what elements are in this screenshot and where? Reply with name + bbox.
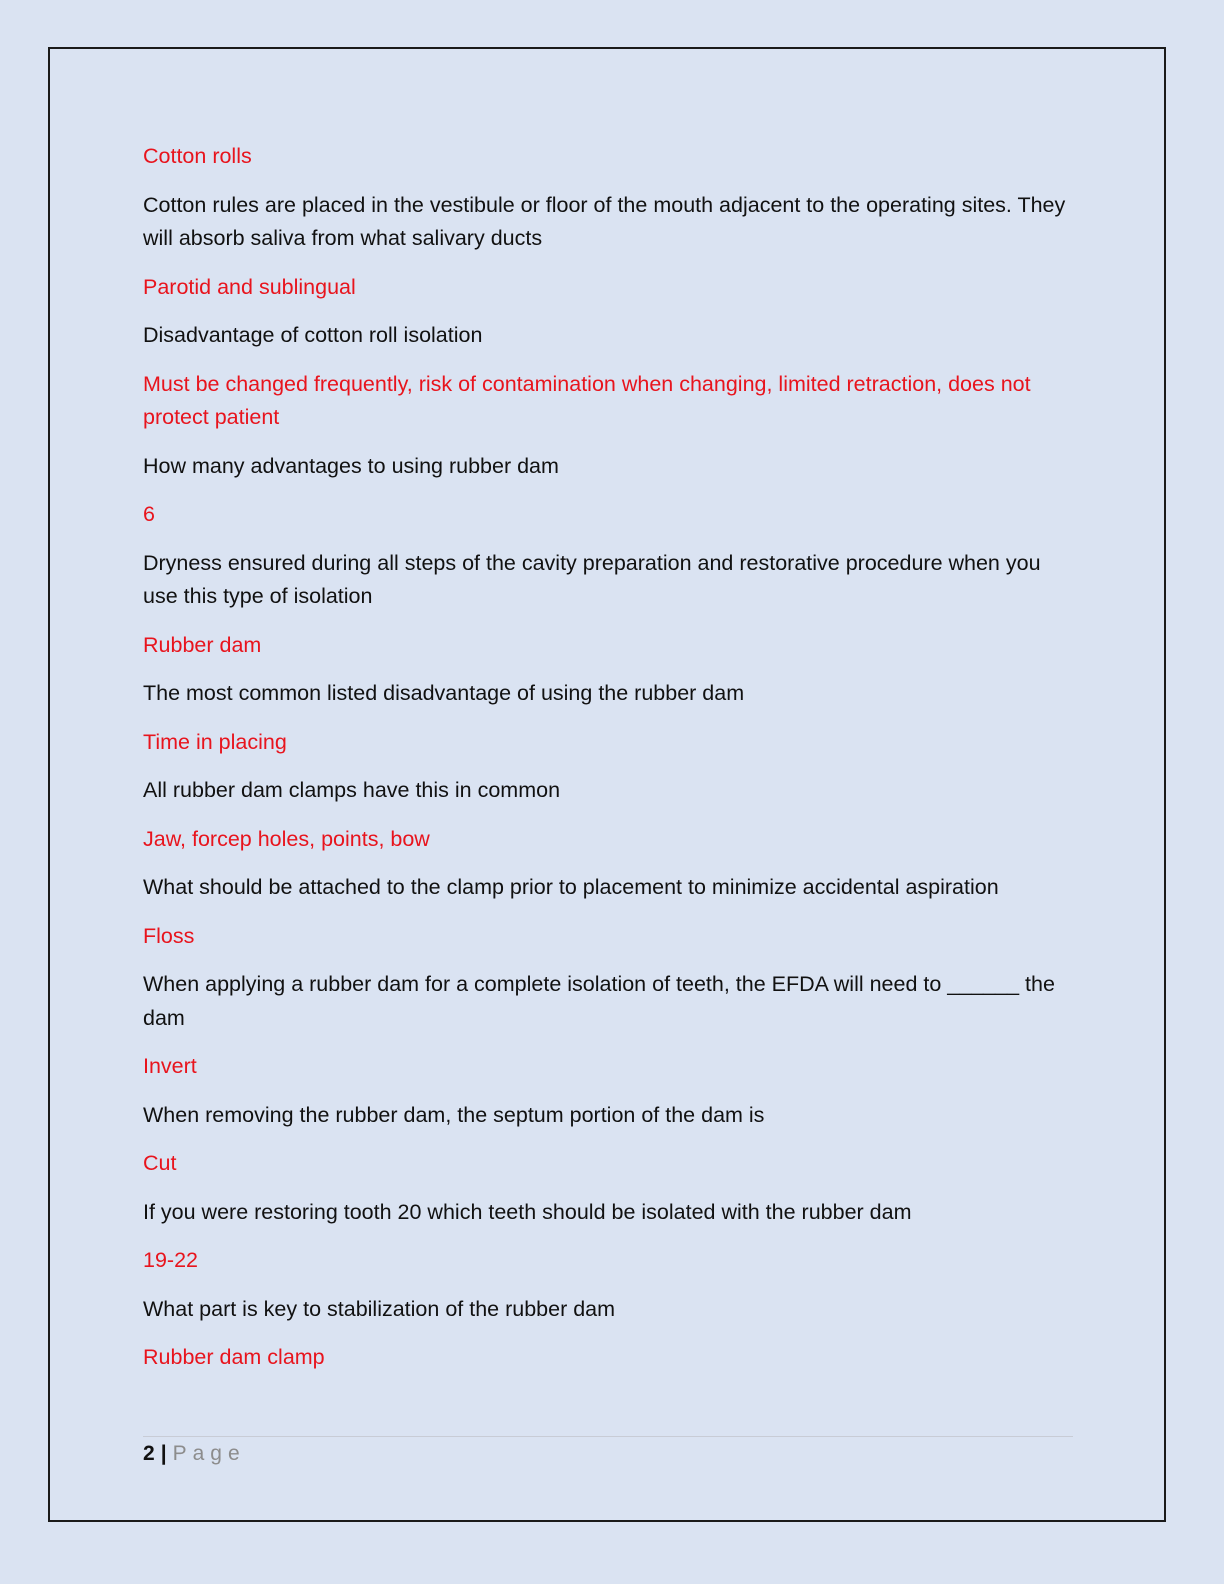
question-line: How many advantages to using rubber dam <box>143 453 559 478</box>
answer-line: Time in placing <box>143 729 287 754</box>
answer-line: Cotton rolls <box>143 144 252 168</box>
answer-line: Floss <box>143 923 195 948</box>
document-body <box>143 140 1073 1390</box>
question-line: When applying a rubber dam for a complete isolation of teeth, the EFDA will need to ______ the dam <box>143 972 1055 1030</box>
answer-line: Rubber dam clamp <box>143 1345 325 1369</box>
question-line: All rubber dam clamps have this in common <box>143 778 561 802</box>
answer-line: Parotid and sublingual <box>143 274 356 299</box>
answer-line: 19-22 <box>143 1248 198 1272</box>
question-line: Dryness ensured during all steps of the cavity preparation and restorative procedure when you use this type of isolation <box>143 550 1041 608</box>
answer-line: Jaw, forcep holes, points, bow <box>143 826 430 851</box>
question-line: What should be attached to the clamp prior to placement to minimize accidental aspiration <box>143 875 999 899</box>
answer-line: Cut <box>143 1151 177 1175</box>
page-label: Page <box>172 1442 246 1465</box>
footer-divider <box>143 1436 1073 1437</box>
question-line: Cotton rules are placed in the vestibule or floor of the mouth adjacent to the operating sites. They will absorb saliva from what salivary ducts <box>143 192 1066 250</box>
question-line: The most common listed disadvantage of using the rubber dam <box>143 681 745 705</box>
answer-line: Must be changed frequently, risk of contamination when changing, limited retraction, does not protect patient <box>143 371 1031 429</box>
question-line: Disadvantage of cotton roll isolation <box>143 323 483 347</box>
page-number: 2 <box>143 1442 155 1465</box>
answer-line: Rubber dam <box>143 632 262 657</box>
answer-line: 6 <box>143 502 155 526</box>
question-line: If you were restoring tooth 20 which teeth should be isolated with the rubber dam <box>143 1199 912 1224</box>
question-line: When removing the rubber dam, the septum portion of the dam is <box>143 1102 765 1127</box>
page-footer <box>143 1440 246 1468</box>
question-line: What part is key to stabilization of the rubber dam <box>143 1296 616 1321</box>
footer-separator: | <box>160 1442 167 1465</box>
answer-line: Invert <box>143 1054 197 1078</box>
